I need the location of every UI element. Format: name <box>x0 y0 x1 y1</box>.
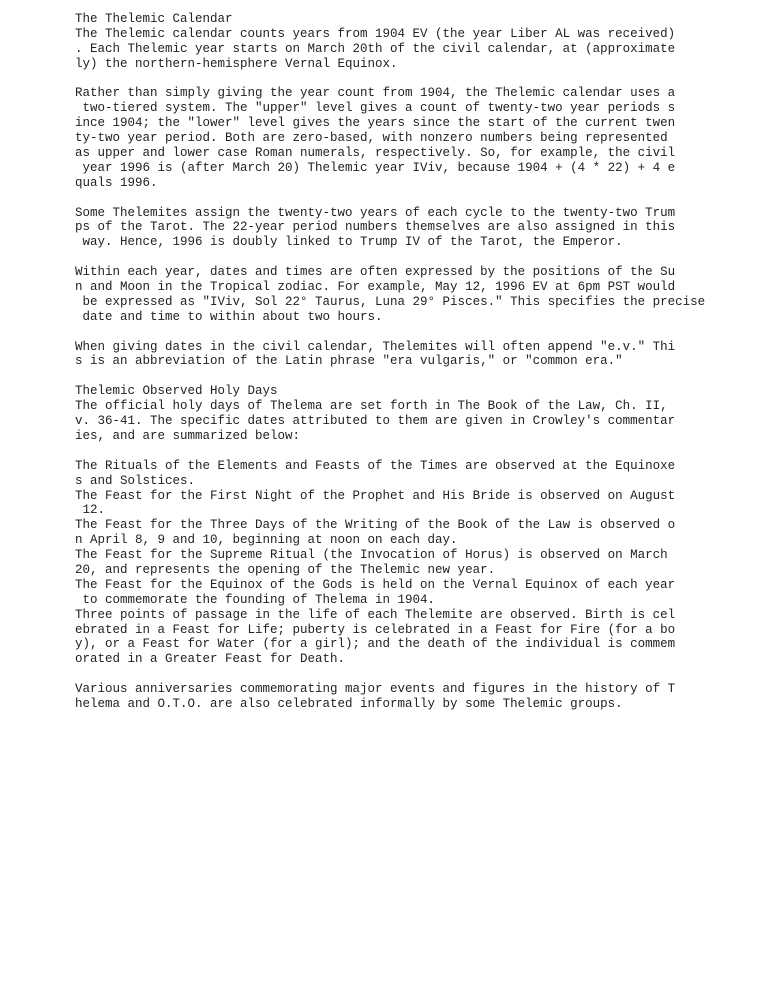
paragraph-spacer <box>75 191 755 206</box>
calendar-intro-paragraph <box>75 27 755 72</box>
text-line: Rather than simply giving the year count from 1904, the Thelemic calendar uses a <box>75 86 676 101</box>
text-line: 12. <box>75 503 106 518</box>
paragraph-spacer <box>75 325 755 340</box>
text-line: Some Thelemites assign the twenty-two years of each cycle to the twenty-two Trum <box>75 205 676 220</box>
text-line: Three points of passage in the life of each Thelemite are observed. Birth is cel <box>75 607 676 622</box>
document-page <box>75 12 755 712</box>
text-line: s is an abbreviation of the Latin phrase "era vulgaris," or "common era." <box>75 354 623 369</box>
text-line: y), or a Feast for Water (for a girl); and the death of the individual is commem <box>75 637 676 652</box>
text-line: The Thelemic Calendar <box>75 12 233 26</box>
sun-moon-paragraph <box>75 265 755 325</box>
text-line: be expressed as "IViv, Sol 22° Taurus, Luna 29° Pisces." This specifies the precise <box>75 294 706 309</box>
text-line: Various anniversaries commemorating major events and figures in the history of T <box>75 682 676 697</box>
text-line: The Feast for the Supreme Ritual (the Invocation of Horus) is observed on March <box>75 548 668 563</box>
text-line: ly) the northern-hemisphere Vernal Equinox. <box>75 56 398 71</box>
text-line: date and time to within about two hours. <box>75 309 383 324</box>
holy-days-list <box>75 459 755 667</box>
text-line: ebrated in a Feast for Life; puberty is celebrated in a Feast for Fire (for a bo <box>75 622 676 637</box>
text-line: s and Solstices. <box>75 473 196 488</box>
text-line: 20, and represents the opening of the Thelemic new year. <box>75 562 496 577</box>
text-line: The Thelemic calendar counts years from 1904 EV (the year Liber AL was received) <box>75 26 676 41</box>
text-line: The Feast for the Three Days of the Writing of the Book of the Law is observed o <box>75 518 676 533</box>
text-line: way. Hence, 1996 is doubly linked to Trump IV of the Tarot, the Emperor. <box>75 235 623 250</box>
paragraph-spacer <box>75 250 755 265</box>
holy-days-heading <box>75 384 755 399</box>
text-line: The official holy days of Thelema are set forth in The Book of the Law, Ch. II, <box>75 399 668 414</box>
civil-calendar-paragraph <box>75 340 755 370</box>
anniversaries-paragraph <box>75 682 755 712</box>
text-line: . Each Thelemic year starts on March 20th of the civil calendar, at (approximate <box>75 41 676 56</box>
two-tiered-system-paragraph <box>75 86 755 190</box>
text-line: year 1996 is (after March 20) Thelemic year IViv, because 1904 + (4 * 22) + 4 e <box>75 160 676 175</box>
text-line: ty-two year period. Both are zero-based, with nonzero numbers being represented <box>75 131 676 146</box>
paragraph-spacer <box>75 444 755 459</box>
text-line: helema and O.T.O. are also celebrated informally by some Thelemic groups. <box>75 696 623 711</box>
text-line: orated in a Greater Feast for Death. <box>75 652 346 667</box>
text-line: to commemorate the founding of Thelema in 1904. <box>75 592 436 607</box>
text-line: quals 1996. <box>75 175 158 190</box>
text-line: Thelemic Observed Holy Days <box>75 384 278 399</box>
text-line: ies, and are summarized below: <box>75 428 301 443</box>
text-line: n and Moon in the Tropical zodiac. For example, May 12, 1996 EV at 6pm PST would <box>75 280 676 295</box>
paragraph-spacer <box>75 72 755 87</box>
text-line: The Feast for the First Night of the Prophet and His Bride is observed on August <box>75 488 676 503</box>
text-line: v. 36-41. The specific dates attributed to them are given in Crowley's commentar <box>75 414 676 429</box>
text-line: The Rituals of the Elements and Feasts of the Times are observed at the Equinoxe <box>75 458 676 473</box>
text-line: Within each year, dates and times are often expressed by the positions of the Su <box>75 265 676 280</box>
text-line: The Feast for the Equinox of the Gods is held on the Vernal Equinox of each year <box>75 577 676 592</box>
holy-days-intro-paragraph <box>75 399 755 444</box>
text-line: ps of the Tarot. The 22-year period numbers themselves are also assigned in this <box>75 220 676 235</box>
paragraph-spacer <box>75 667 755 682</box>
calendar-heading <box>75 12 755 27</box>
text-line: as upper and lower case Roman numerals, respectively. So, for example, the civil <box>75 146 676 161</box>
text-line: n April 8, 9 and 10, beginning at noon on each day. <box>75 533 458 548</box>
paragraph-spacer <box>75 369 755 384</box>
text-line: ince 1904; the "lower" level gives the years since the start of the current twen <box>75 116 676 131</box>
text-line: When giving dates in the civil calendar, Thelemites will often append "e.v." Thi <box>75 339 676 354</box>
tarot-paragraph <box>75 206 755 251</box>
text-line: two-tiered system. The "upper" level gives a count of twenty-two year periods s <box>75 101 676 116</box>
